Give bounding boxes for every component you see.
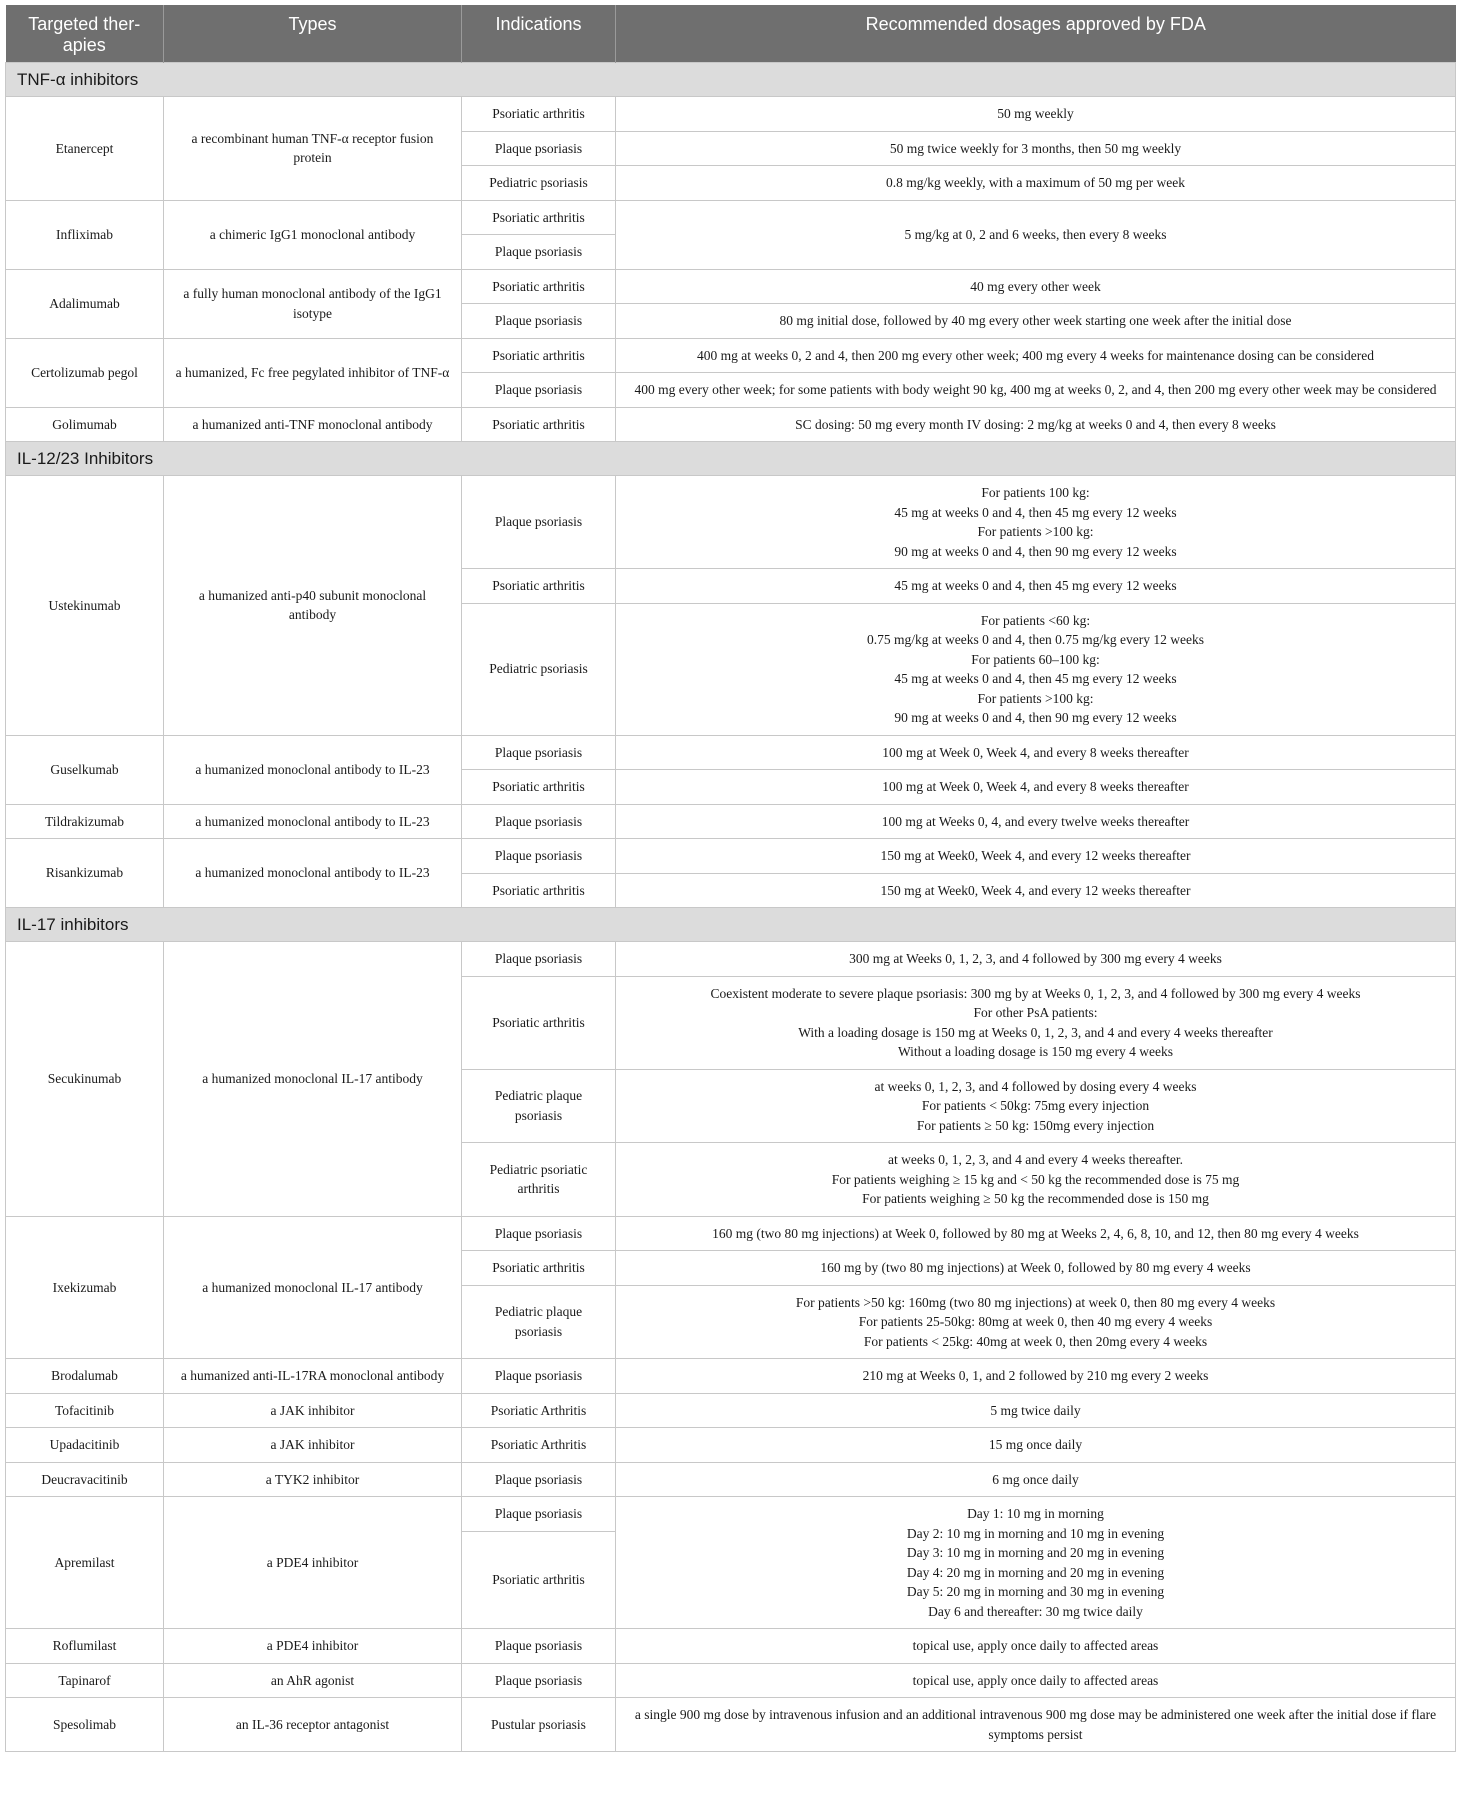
table-row [6,839,1456,874]
dosage: 45 mg at weeks 0 and 4, then 45 mg every 12 weeks [616,569,1456,604]
dosage-line: For patients >100 kg: [977,524,1094,539]
indication: Plaque psoriasis [462,1216,616,1251]
therapy-type: an AhR agonist [164,1663,462,1698]
dosage-line: 45 mg at weeks 0 and 4, then 45 mg every 12 weeks [894,671,1177,686]
therapy-name: Golimumab [6,407,164,442]
table-row [6,338,1456,373]
table-row [6,1393,1456,1428]
therapy-name: Tofacitinib [6,1393,164,1428]
indication: Psoriatic Arthritis [462,1393,616,1428]
dosage: topical use, apply once daily to affected areas [616,1629,1456,1664]
dosage: 100 mg at Week 0, Week 4, and every 8 weeks thereafter [616,735,1456,770]
indication: Psoriatic Arthritis [462,1428,616,1463]
dosage: 5 mg/kg at 0, 2 and 6 weeks, then every 8 weeks [616,200,1456,269]
dosage [616,976,1456,1069]
therapy-name: Upadacitinib [6,1428,164,1463]
dosage [616,1069,1456,1143]
indication: Plaque psoriasis [462,804,616,839]
section-row-il17 [6,908,1456,942]
dosage: SC dosing: 50 mg every month IV dosing: 2 mg/kg at weeks 0 and 4, then every 8 weeks [616,407,1456,442]
header-row [6,5,1456,63]
dosage-line: Day 2: 10 mg in morning and 10 mg in evening [906,1525,1165,1541]
therapy-type: a JAK inhibitor [164,1428,462,1463]
dosage: 160 mg (two 80 mg injections) at Week 0, followed by 80 mg at Weeks 2, 4, 6, 8, 10, and 12, then 80 mg every 4 weeks [616,1216,1456,1251]
dosage-line: 90 mg at weeks 0 and 4, then 90 mg every 12 weeks [894,710,1177,725]
section-row-tnf [6,63,1456,97]
indication: Psoriatic arthritis [462,269,616,304]
indication: Plaque psoriasis [462,235,616,270]
dosage-line: at weeks 0, 1, 2, 3, and 4 and every 4 weeks thereafter. [887,1152,1184,1167]
table-row [6,476,1456,569]
section-title: IL-17 inhibitors [6,908,1456,942]
table-row [6,1629,1456,1664]
therapy-name: Tildrakizumab [6,804,164,839]
indication: Psoriatic arthritis [462,1251,616,1286]
therapy-type: a recombinant human TNF-α receptor fusion protein [164,97,462,201]
therapy-name: Certolizumab pegol [6,338,164,407]
indication: Psoriatic arthritis [462,1531,616,1628]
dosage-line: With a loading dosage is 150 mg at Weeks 0, 1, 2, 3, and 4 and every 4 weeks thereafter [798,1024,1273,1040]
dosage [616,603,1456,735]
therapy-name: Guselkumab [6,735,164,804]
dosage: 0.8 mg/kg weekly, with a maximum of 50 mg per week [616,166,1456,201]
therapy-type: a JAK inhibitor [164,1393,462,1428]
table-row [6,1497,1456,1532]
dosage-line: For patients < 25kg: 40mg at week 0, then 20mg every 4 weeks [863,1333,1208,1349]
dosage: 300 mg at Weeks 0, 1, 2, 3, and 4 followed by 300 mg every 4 weeks [616,942,1456,977]
therapy-type: a humanized, Fc free pegylated inhibitor of TNF-α [164,338,462,407]
table-row [6,269,1456,304]
dosage: 400 mg at weeks 0, 2 and 4, then 200 mg every other week; 400 mg every 4 weeks for maintenance dosing can be considered [616,338,1456,373]
dosage: topical use, apply once daily to affected areas [616,1663,1456,1698]
dosage-line: For patients < 50kg: 75mg every injection [921,1098,1150,1113]
therapy-name: Brodalumab [6,1359,164,1394]
dosage-table [5,5,1456,1752]
indication: Plaque psoriasis [462,1629,616,1664]
dosage-line: For patients >100 kg: [977,690,1094,706]
table-row [6,1663,1456,1698]
indication: Plaque psoriasis [462,735,616,770]
header-types: Types [164,5,462,63]
dosage: 6 mg once daily [616,1462,1456,1497]
indication: Psoriatic arthritis [462,97,616,132]
indication: Psoriatic arthritis [462,873,616,908]
dosage: 160 mg by (two 80 mg injections) at Week 0, followed by 80 mg every 4 weeks [616,1251,1456,1286]
dosage [616,1143,1456,1217]
therapy-name: Ixekizumab [6,1216,164,1359]
dosage-line: For patients <60 kg: [980,612,1091,628]
therapy-type: a chimeric IgG1 monoclonal antibody [164,200,462,269]
dosage: 100 mg at Weeks 0, 4, and every twelve weeks thereafter [616,804,1456,839]
indication: Pediatric plaque psoriasis [462,1069,616,1143]
dosage: 5 mg twice daily [616,1393,1456,1428]
dosage: 80 mg initial dose, followed by 40 mg every other week starting one week after the initial dose [616,304,1456,339]
therapy-type: a humanized monoclonal IL-17 antibody [164,1216,462,1359]
dosage-line: For patients 60–100 kg: [971,651,1100,667]
indication: Pediatric psoriasis [462,166,616,201]
therapy-type: a humanized monoclonal antibody to IL-23 [164,839,462,908]
indication: Psoriatic arthritis [462,200,616,235]
indication: Plaque psoriasis [462,304,616,339]
therapy-type: a TYK2 inhibitor [164,1462,462,1497]
dosage-line: For patients weighing ≥ 15 kg and < 50 kg the recommended dose is 75 mg [831,1171,1240,1187]
dosage: 50 mg twice weekly for 3 months, then 50 mg weekly [616,131,1456,166]
header-dosages: Recommended dosages approved by FDA [616,5,1456,63]
indication: Pediatric plaque psoriasis [462,1285,616,1359]
dosage-line: For patients ≥ 50 kg: 150mg every injection [916,1117,1155,1133]
therapy-name: Secukinumab [6,942,164,1217]
therapy-name: Apremilast [6,1497,164,1629]
dosage-line: Day 6 and thereafter: 30 mg twice daily [928,1603,1143,1619]
therapy-type: a humanized monoclonal antibody to IL-23 [164,804,462,839]
table-row [6,1359,1456,1394]
therapy-name: Deucravacitinib [6,1462,164,1497]
therapy-name: Adalimumab [6,269,164,338]
therapy-type: a PDE4 inhibitor [164,1497,462,1629]
dosage [616,1285,1456,1359]
section-title: IL-12/23 Inhibitors [6,442,1456,476]
dosage: 400 mg every other week; for some patients with body weight 90 kg, 400 mg at weeks 0, 2, and 4, then 200 mg every other week may be considered [616,373,1456,408]
dosage-line: For patients 100 kg: [981,485,1090,500]
therapy-type: a fully human monoclonal antibody of the IgG1 isotype [164,269,462,338]
section-title: TNF-α inhibitors [6,63,1456,97]
dosage-line: Day 5: 20 mg in morning and 30 mg in evening [906,1584,1165,1599]
indication: Plaque psoriasis [462,373,616,408]
table-row [6,735,1456,770]
indication: Psoriatic arthritis [462,976,616,1069]
table-row [6,942,1456,977]
therapy-type: a humanized anti-TNF monoclonal antibody [164,407,462,442]
therapy-name: Infliximab [6,200,164,269]
indication: Psoriatic arthritis [462,569,616,604]
table-row [6,97,1456,132]
indication: Pustular psoriasis [462,1698,616,1752]
table-row [6,1216,1456,1251]
indication: Plaque psoriasis [462,942,616,977]
table-row [6,200,1456,235]
dosage-line: Coexistent moderate to severe plaque psoriasis: 300 mg by at Weeks 0, 1, 2, 3, and 4 followed by 300 mg every 4 weeks [710,985,1361,1001]
dosage: 50 mg weekly [616,97,1456,132]
dosage-table-container [5,5,1455,1752]
table-row [6,407,1456,442]
dosage [616,1497,1456,1629]
section-row-il1223 [6,442,1456,476]
dosage-line: For other PsA patients: [973,1005,1098,1020]
therapy-name: Ustekinumab [6,476,164,736]
therapy-type: a humanized anti-p40 subunit monoclonal antibody [164,476,462,736]
dosage: 150 mg at Week0, Week 4, and every 12 weeks thereafter [616,839,1456,874]
therapy-type: a humanized monoclonal antibody to IL-23 [164,735,462,804]
indication: Pediatric psoriatic arthritis [462,1143,616,1217]
dosage-line: For patients 25-50kg: 80mg at week 0, then 40 mg every 4 weeks [858,1314,1213,1329]
dosage-line: Day 3: 10 mg in morning and 20 mg in evening [906,1545,1165,1560]
dosage: 40 mg every other week [616,269,1456,304]
header-indications: Indications [462,5,616,63]
therapy-name: Etanercept [6,97,164,201]
dosage: a single 900 mg dose by intravenous infusion and an additional intravenous 900 mg dose may be administered one week after the initial dose if flare symptoms persist [616,1698,1456,1752]
dosage: 150 mg at Week0, Week 4, and every 12 weeks thereafter [616,873,1456,908]
dosage-line: 0.75 mg/kg at weeks 0 and 4, then 0.75 mg/kg every 12 weeks [866,632,1205,647]
indication: Plaque psoriasis [462,1462,616,1497]
therapy-type: an IL-36 receptor antagonist [164,1698,462,1752]
therapy-type: a humanized monoclonal IL-17 antibody [164,942,462,1217]
indication: Pediatric psoriasis [462,603,616,735]
table-row [6,804,1456,839]
dosage-line: Without a loading dosage is 150 mg every 4 weeks [897,1044,1174,1059]
indication: Psoriatic arthritis [462,407,616,442]
indication: Plaque psoriasis [462,1663,616,1698]
dosage-line: For patients >50 kg: 160mg (two 80 mg injections) at week 0, then 80 mg every 4 weeks [795,1294,1276,1310]
table-row [6,1698,1456,1752]
dosage: 210 mg at Weeks 0, 1, and 2 followed by 210 mg every 2 weeks [616,1359,1456,1394]
indication: Psoriatic arthritis [462,770,616,805]
dosage-line: Day 1: 10 mg in morning [967,1506,1104,1521]
indication: Plaque psoriasis [462,131,616,166]
dosage-line: 45 mg at weeks 0 and 4, then 45 mg every 12 weeks [894,504,1177,520]
indication: Plaque psoriasis [462,839,616,874]
dosage [616,476,1456,569]
therapy-name: Roflumilast [6,1629,164,1664]
dosage-line: For patients weighing ≥ 50 kg the recommended dose is 150 mg [862,1191,1209,1206]
dosage: 15 mg once daily [616,1428,1456,1463]
table-row [6,1462,1456,1497]
therapy-name: Risankizumab [6,839,164,908]
therapy-name: Tapinarof [6,1663,164,1698]
indication: Plaque psoriasis [462,476,616,569]
header-targeted-therapies: Targeted ther-apies [6,5,164,63]
indication: Psoriatic arthritis [462,338,616,373]
dosage-line: Day 4: 20 mg in morning and 20 mg in evening [906,1564,1165,1580]
table-row [6,1428,1456,1463]
dosage-line: at weeks 0, 1, 2, 3, and 4 followed by dosing every 4 weeks [874,1078,1197,1094]
dosage-line: 90 mg at weeks 0 and 4, then 90 mg every 12 weeks [894,543,1177,559]
indication: Plaque psoriasis [462,1497,616,1532]
therapy-type: a humanized anti-IL-17RA monoclonal antibody [164,1359,462,1394]
therapy-type: a PDE4 inhibitor [164,1629,462,1664]
dosage: 100 mg at Week 0, Week 4, and every 8 weeks thereafter [616,770,1456,805]
indication: Plaque psoriasis [462,1359,616,1394]
therapy-name: Spesolimab [6,1698,164,1752]
